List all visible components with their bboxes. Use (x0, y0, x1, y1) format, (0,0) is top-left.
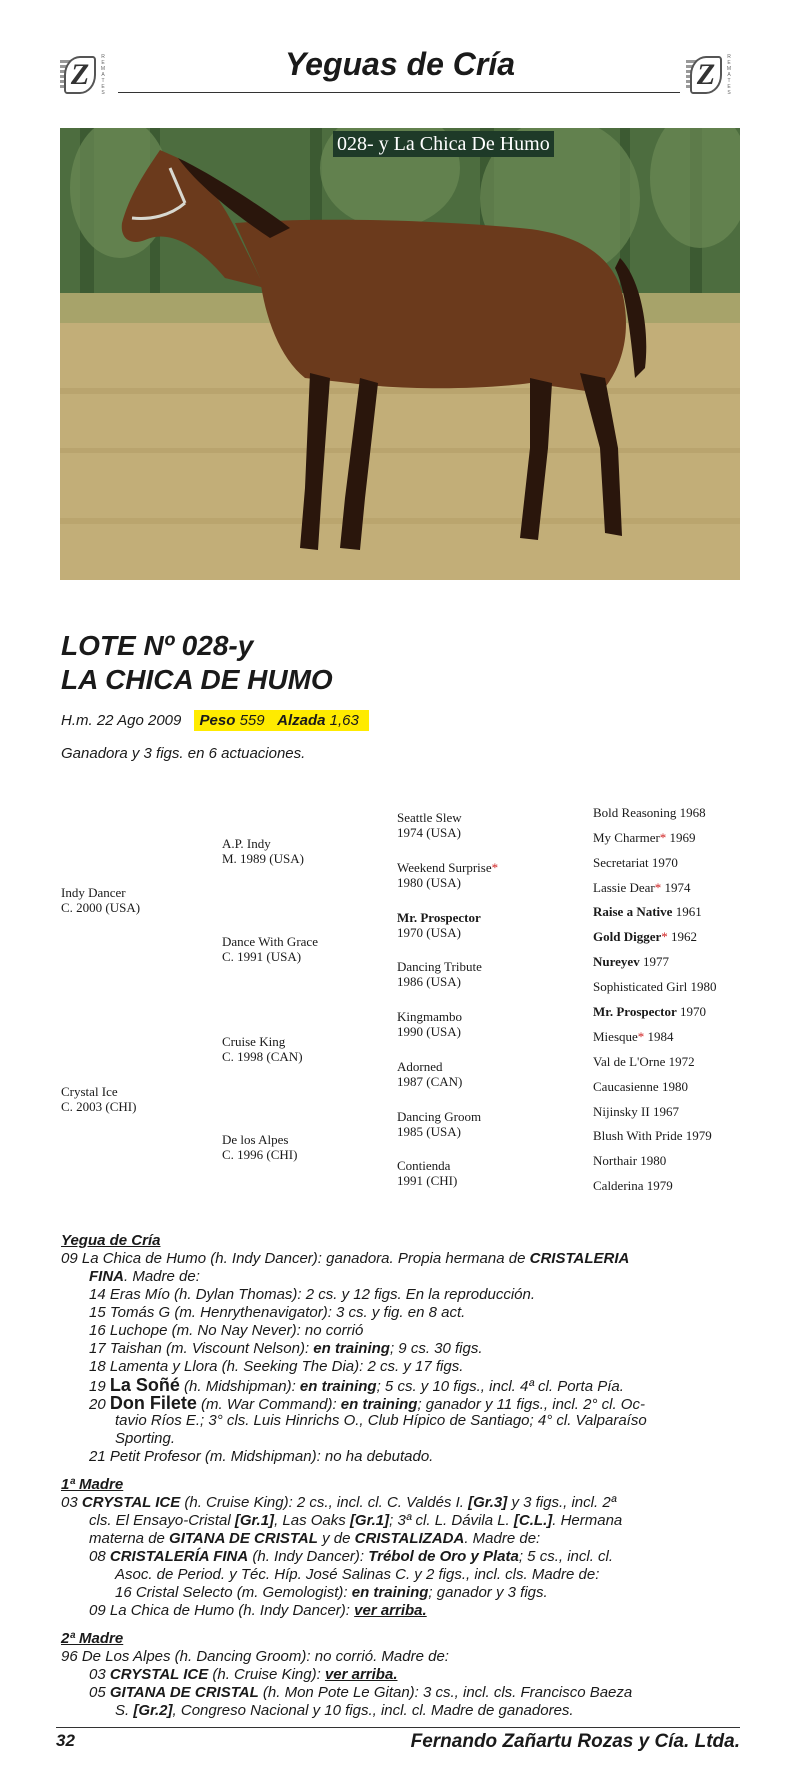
text: . Hermana (552, 1512, 623, 1529)
pedigree-detail: 1987 (CAN) (397, 1074, 463, 1089)
text: 16 Cristal Selecto (m. Gemologist): (115, 1584, 352, 1601)
text: 20 (89, 1396, 110, 1413)
brand-logo-left (60, 52, 108, 98)
horse-name: LA CHICA DE HUMO (61, 664, 333, 695)
pedigree-name: Mr. Prospector (593, 1004, 677, 1019)
section-yegua-de-cria (61, 1232, 741, 1465)
header-divider (118, 92, 680, 93)
pedigree-detail: 1974 (USA) (397, 825, 461, 840)
bold-text: [C.L.] (513, 1512, 553, 1529)
pedigree-star: * (654, 880, 662, 895)
pedigree-detail: 1990 (USA) (397, 1024, 461, 1039)
bold-text: [Gr.2] (133, 1702, 173, 1719)
lot-number: LOTE Nº 028-y (61, 630, 254, 661)
pedigree-gen4-item (593, 954, 669, 969)
narrative-line: Asoc. de Period. y Téc. Híp. José Salinas C. y 2 figs., incl. cls. Madre de: (115, 1566, 600, 1583)
narrative-line: 15 Tomás G (m. Henrythenavigator): 3 cs. y fig. en 8 act. (89, 1304, 466, 1321)
company-name: Fernando Zañartu Rozas y Cía. Ltda. (410, 1731, 740, 1752)
narrative-line (61, 1494, 616, 1512)
page-title: Yeguas de Cría (284, 46, 515, 82)
bold-text: [Gr.3] (468, 1494, 508, 1511)
text: (h. Indy Dancer): (248, 1548, 369, 1565)
text: cls. El Ensayo-Cristal (89, 1512, 235, 1529)
pedigree-detail: 1970 (USA) (397, 925, 461, 940)
pedigree-name: Weekend Surprise (397, 860, 492, 875)
narrative-line (89, 1340, 483, 1358)
narrative-line (61, 1250, 629, 1268)
pedigree-name: A.P. Indy (222, 836, 271, 851)
pedigree-name: Contienda (397, 1158, 451, 1173)
pedigree-gen4-item (593, 1004, 706, 1019)
narrative-line: 18 Lamenta y Llora (h. Seeking The Dia): 2 cs. y 17 figs. (89, 1358, 464, 1375)
text: . Madre de: (464, 1530, 541, 1547)
pedigree-year: 1970 (680, 1004, 707, 1019)
pedigree-gen4-item (593, 1104, 679, 1119)
pedigree-year: 1967 (652, 1104, 679, 1119)
pedigree-name: Kingmambo (397, 1009, 462, 1024)
page-header (0, 40, 798, 100)
logo-letter: Z (64, 56, 96, 94)
pedigree-name: De los Alpes (222, 1132, 289, 1147)
narrative-line (89, 1512, 622, 1530)
pedigree-gen4-item (593, 1153, 666, 1168)
narrative-line (89, 1530, 540, 1548)
pedigree-name: Raise a Native (593, 904, 673, 919)
pedigree-gen4-item (593, 1054, 695, 1069)
pedigree-year: 1984 (647, 1029, 674, 1044)
text: 09 La Chica de Humo (h. Indy Dancer): ganadora. Propia hermana de (61, 1250, 530, 1267)
bold-text: CRISTALERÍA FINA (109, 1548, 249, 1565)
pedigree-sire (61, 885, 140, 915)
narrative-line: 96 De Los Alpes (h. Dancing Groom): no corrió. Madre de: (61, 1648, 449, 1665)
section-primera-madre (61, 1476, 741, 1626)
pedigree-star: * (659, 830, 667, 845)
pedigree-name: Gold Digger (593, 929, 662, 944)
pedigree-gen4-item (593, 1128, 712, 1143)
pedigree-detail: C. 1996 (CHI) (222, 1147, 298, 1162)
text: (m. War Command): (196, 1396, 341, 1413)
pedigree-detail: C. 1998 (CAN) (222, 1049, 303, 1064)
pedigree-gen3-item (397, 1009, 462, 1039)
text: ; 5 cs., incl. cl. (518, 1548, 614, 1565)
pedigree-gen4-item (593, 979, 717, 994)
narrative-line (115, 1702, 574, 1720)
narrative-line (89, 1684, 632, 1702)
pedigree-year: 1969 (669, 830, 696, 845)
section-heading: 1ª Madre (61, 1476, 124, 1493)
alzada-value: 1,63 (329, 712, 359, 729)
measurements-highlight (194, 710, 369, 731)
photo-caption: 028- y La Chica De Humo (333, 131, 554, 157)
pedigree-gen4-item (593, 1079, 688, 1094)
pedigree-name: Nureyev (593, 954, 640, 969)
logo-side-text: REMATES (100, 54, 106, 96)
logo-side-text: REMATES (726, 54, 732, 96)
pedigree-gen4-item (593, 1029, 674, 1044)
pedigree-gen3-item (397, 860, 498, 890)
text: 08 (89, 1548, 110, 1565)
pedigree-gen3-item (397, 810, 462, 840)
text: 19 (89, 1378, 110, 1395)
pedigree-name: Cruise King (222, 1034, 286, 1049)
narrative-line (89, 1548, 613, 1566)
pedigree-star: * (637, 1029, 645, 1044)
text: y 3 figs., incl. 2ª (507, 1494, 617, 1511)
bold-text: CRYSTAL ICE (109, 1666, 209, 1683)
pedigree-name: Indy Dancer (61, 885, 126, 900)
race-summary: Ganadora y 3 figs. en 6 actuaciones. (61, 745, 306, 762)
text: S. (115, 1702, 134, 1719)
page-number: 32 (56, 1731, 75, 1750)
text: (h. Midshipman): (179, 1378, 300, 1395)
link-ver-arriba: ver arriba. (354, 1602, 427, 1619)
birth-date: H.m. 22 Ago 2009 (61, 712, 182, 729)
horse-illustration (60, 128, 740, 580)
pedigree-name: Sophisticated Girl (593, 979, 688, 994)
horse-photo (60, 128, 740, 580)
pedigree-name: Dancing Tribute (397, 959, 482, 974)
pedigree-name: Crystal Ice (61, 1084, 118, 1099)
pedigree-year: 1972 (668, 1054, 695, 1069)
text: . Madre de: (124, 1268, 200, 1285)
pedigree-gen3-item (397, 1158, 457, 1188)
text: (h. Cruise King): (208, 1666, 325, 1683)
bold-text: en training (299, 1378, 377, 1395)
peso-label: Peso (199, 712, 236, 729)
text: 09 La Chica de Humo (h. Indy Dancer): (89, 1602, 355, 1619)
pedigree-gen3-item (397, 1059, 462, 1089)
pedigree-gen4-item (593, 1178, 673, 1193)
bold-text: GITANA DE CRISTAL (109, 1684, 259, 1701)
narrative-line (89, 1394, 645, 1414)
pedigree-name: Secretariat (593, 855, 649, 870)
footer-divider (56, 1727, 740, 1728)
narrative-line: 21 Petit Profesor (m. Midshipman): no ha debutado. (89, 1448, 434, 1465)
pedigree-gen3-item (397, 1109, 481, 1139)
pedigree-year: 1979 (646, 1178, 673, 1193)
bold-text: CRISTALIZADA (354, 1530, 465, 1547)
section-segunda-madre (61, 1630, 741, 1724)
pedigree-gen2-item (222, 836, 304, 866)
pedigree-name: Mr. Prospector (397, 910, 481, 925)
pedigree-name: Dance With Grace (222, 934, 318, 949)
pedigree-detail: C. 2003 (CHI) (61, 1099, 137, 1114)
pedigree-gen4-item (593, 805, 706, 820)
pedigree-gen4-item (593, 830, 696, 845)
text: 05 (89, 1684, 110, 1701)
pedigree-gen3-item (397, 910, 481, 940)
pedigree-dam (61, 1084, 136, 1114)
text: ; 3ª cl. L. Dávila L. (389, 1512, 514, 1529)
bold-text: FINA (89, 1268, 124, 1285)
pedigree-gen4-item (593, 880, 690, 895)
pedigree-gen3-item (397, 959, 482, 989)
pedigree-detail: 1991 (CHI) (397, 1173, 458, 1188)
narrative-line: Sporting. (115, 1430, 176, 1447)
pedigree-name: My Charmer (593, 830, 660, 845)
pedigree-name: Northair (593, 1153, 638, 1168)
text: ; ganador y 11 figs., incl. 2° cl. Oc- (417, 1396, 645, 1413)
pedigree-year: 1962 (671, 929, 697, 944)
text: (h. Cruise King): 2 cs., incl. cl. C. Valdés I. (180, 1494, 469, 1511)
narrative-line (89, 1602, 427, 1620)
text: 17 Taishan (m. Viscount Nelson): (89, 1340, 314, 1357)
birth-info (61, 710, 369, 731)
narrative-line (115, 1584, 548, 1602)
pedigree-name: Seattle Slew (397, 810, 462, 825)
pedigree-detail: M. 1989 (USA) (222, 851, 304, 866)
pedigree-detail: 1985 (USA) (397, 1124, 461, 1139)
pedigree-star: * (661, 929, 668, 944)
logo-letter: Z (690, 56, 722, 94)
pedigree-detail: C. 2000 (USA) (61, 900, 141, 915)
bold-text: Don Filete (109, 1393, 197, 1413)
pedigree-year: 1970 (651, 855, 678, 870)
pedigree-year: 1980 (640, 1153, 667, 1168)
text: (h. Mon Pote Le Gitan): 3 cs., incl. cls. Francisco Baeza (258, 1684, 633, 1701)
section-heading: 2ª Madre (61, 1630, 124, 1647)
pedigree-year: 1974 (664, 880, 691, 895)
text: y de (317, 1530, 355, 1547)
pedigree-name: Nijinsky II (593, 1104, 650, 1119)
bold-text: en training (351, 1584, 429, 1601)
link-ver-arriba: ver arriba. (324, 1666, 398, 1683)
pedigree-year: 1977 (642, 954, 669, 969)
bold-text: CRYSTAL ICE (81, 1494, 181, 1511)
pedigree-name: Blush With Pride (593, 1128, 683, 1143)
pedigree-detail: 1986 (USA) (397, 974, 461, 989)
bold-text: GITANA DE CRISTAL (169, 1530, 318, 1547)
pedigree-gen4-item (593, 904, 702, 919)
bold-text: Trébol de Oro y Plata (368, 1548, 519, 1565)
text: , Las Oaks (274, 1512, 350, 1529)
narrative-line (89, 1666, 397, 1684)
section-heading: Yegua de Cría (61, 1232, 161, 1249)
brand-logo-right (686, 52, 734, 98)
pedigree-star: * (491, 860, 499, 875)
pedigree-name: Caucasienne (593, 1079, 659, 1094)
pedigree-name: Bold Reasoning (593, 805, 677, 820)
pedigree-name: Miesque (593, 1029, 638, 1044)
pedigree-name: Dancing Groom (397, 1109, 482, 1124)
pedigree-gen2-item (222, 934, 318, 964)
bold-text: [Gr.1] (349, 1512, 390, 1529)
pedigree-detail: 1980 (USA) (397, 875, 461, 890)
pedigree-year: 1979 (685, 1128, 712, 1143)
text: ; 5 cs. y 10 figs., incl. 4ª cl. Porta Pía. (376, 1378, 624, 1395)
text: , Congreso Nacional y 10 figs., incl. cl. Madre de ganadores. (172, 1702, 574, 1719)
narrative-line: 14 Eras Mío (h. Dylan Thomas): 2 cs. y 12 figs. En la reproducción. (89, 1286, 536, 1303)
alzada-label: Alzada (277, 712, 326, 729)
pedigree-gen2-item (222, 1132, 297, 1162)
text: ; ganador y 3 figs. (428, 1584, 548, 1601)
bold-text: en training (340, 1396, 418, 1413)
pedigree-year: 1961 (675, 904, 702, 919)
pedigree-name: Lassie Dear (593, 880, 655, 895)
text: ; 9 cs. 30 figs. (389, 1340, 483, 1357)
pedigree-name: Val de L'Orne (593, 1054, 666, 1069)
peso-value: 559 (239, 712, 265, 729)
narrative-line: tavio Ríos E.; 3° cls. Luis Hinrichs O., Club Hípico de Santiago; 4° cl. Valparaíso (115, 1412, 647, 1429)
pedigree-year: 1980 (690, 979, 717, 994)
bold-text: en training (313, 1340, 390, 1357)
bold-text: La Soñé (109, 1375, 180, 1395)
bold-text: CRISTALERIA (529, 1250, 630, 1267)
narrative-line: 16 Luchope (m. No Nay Never): no corrió (89, 1322, 364, 1339)
bold-text: [Gr.1] (234, 1512, 275, 1529)
pedigree-year: 1968 (679, 805, 706, 820)
pedigree-gen4-item (593, 855, 678, 870)
pedigree-name: Adorned (397, 1059, 443, 1074)
pedigree-gen4-item (593, 929, 697, 944)
text: 03 (89, 1666, 110, 1683)
text: 03 (61, 1494, 82, 1511)
narrative-line (89, 1268, 200, 1286)
pedigree-gen2-item (222, 1034, 303, 1064)
text: materna de (89, 1530, 170, 1547)
pedigree-year: 1980 (661, 1079, 688, 1094)
pedigree-name: Calderina (593, 1178, 644, 1193)
pedigree-detail: C. 1991 (USA) (222, 949, 302, 964)
